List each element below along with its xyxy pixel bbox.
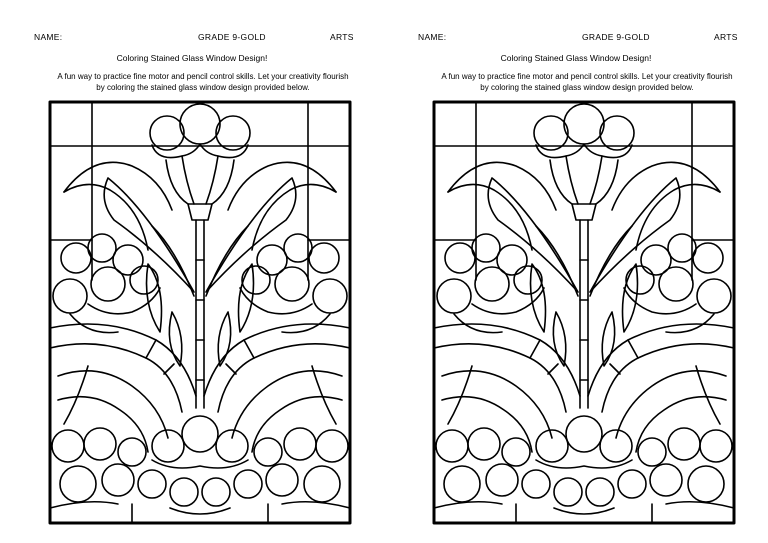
grade-label: GRADE 9-GOLD	[198, 32, 266, 42]
worksheet-title: Coloring Stained Glass Window Design!	[500, 53, 652, 63]
worksheet-header	[0, 32, 384, 44]
name-label: NAME:	[418, 32, 447, 42]
stained-glass-svg	[432, 100, 736, 525]
subject-label: ARTS	[330, 32, 354, 42]
instructions-line-2: by coloring the stained glass window design provided below.	[96, 83, 310, 92]
worksheet-instructions	[406, 71, 768, 93]
stained-glass-svg	[48, 100, 352, 525]
instructions-line-1: A fun way to practice fine motor and pencil control skills. Let your creativity flourish	[57, 72, 349, 81]
subject-label: ARTS	[714, 32, 738, 42]
instructions-line-1: A fun way to practice fine motor and pencil control skills. Let your creativity flourish	[441, 72, 733, 81]
stained-glass-window-drawing	[48, 100, 352, 525]
name-label: NAME:	[34, 32, 63, 42]
stained-glass-window-drawing	[432, 100, 736, 525]
worksheet-right	[384, 0, 768, 543]
instructions-line-2: by coloring the stained glass window design provided below.	[480, 83, 694, 92]
worksheet-header	[384, 32, 768, 44]
worksheet-title: Coloring Stained Glass Window Design!	[116, 53, 268, 63]
worksheet-instructions	[22, 71, 384, 93]
grade-label: GRADE 9-GOLD	[582, 32, 650, 42]
